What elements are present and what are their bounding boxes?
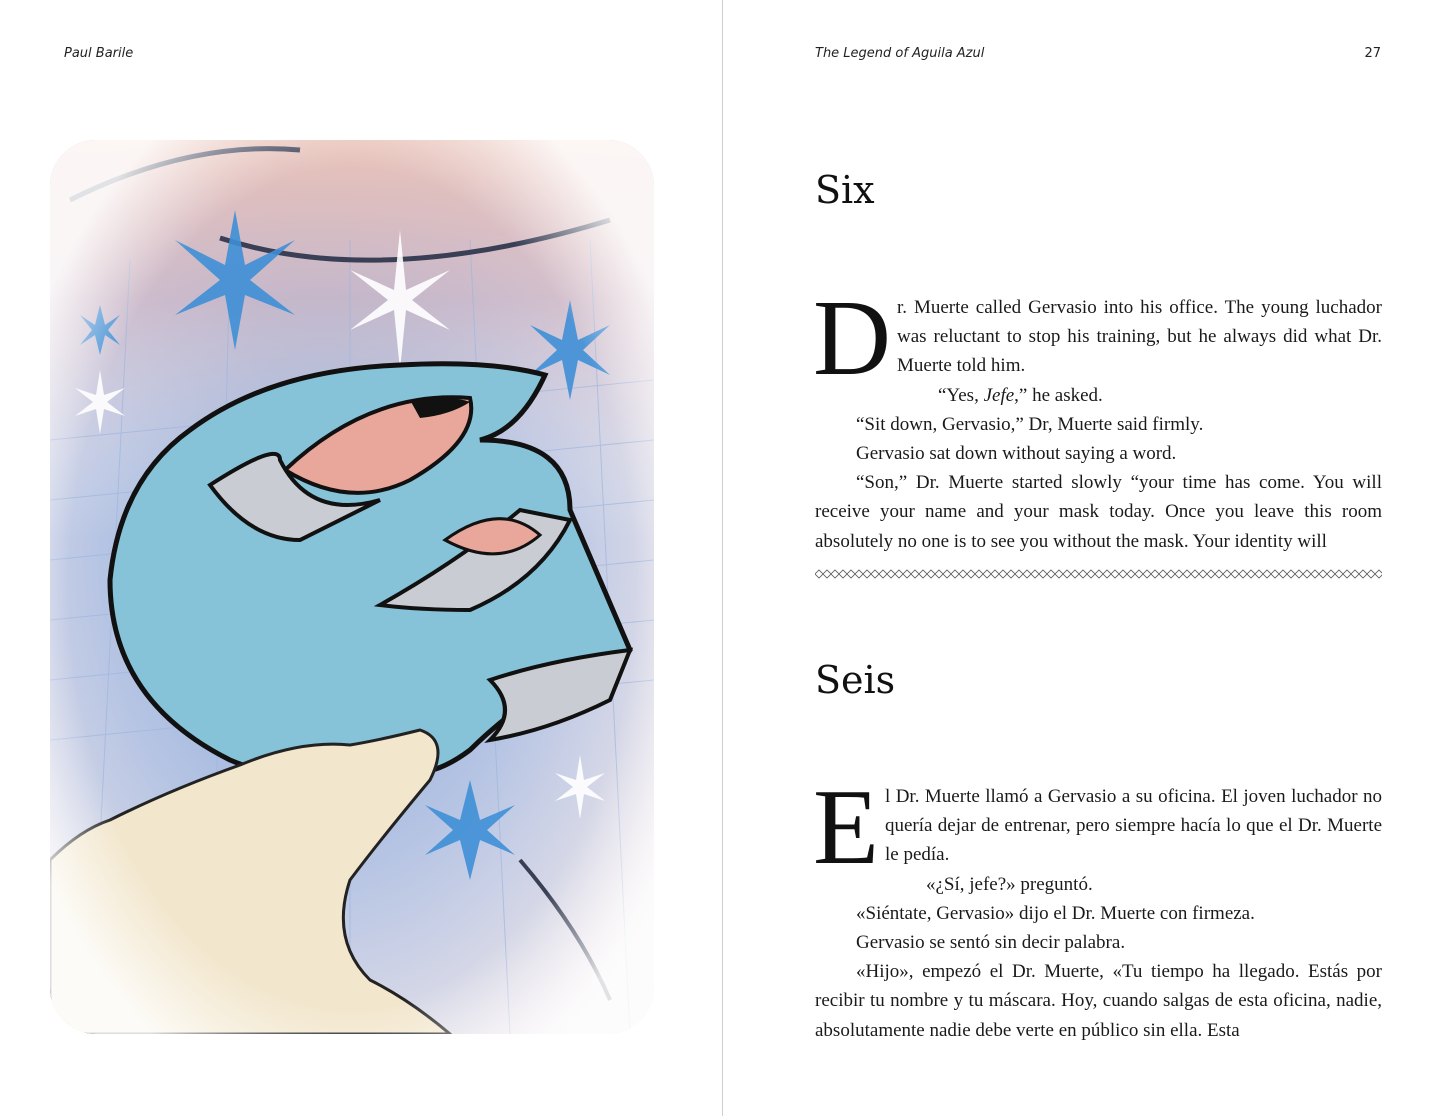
english-paragraph-5: “Son,” Dr. Muerte started slowly “your time has come. You will receive your name and your mask today. Once you leave this room absolutely no one is to see you without the mask. Your identity will <box>815 472 1382 552</box>
spanish-paragraph-4: Gervasio se sentó sin decir palabra. <box>856 932 1126 954</box>
dropcap-english: D <box>813 279 891 398</box>
right-page <box>723 0 1445 1116</box>
english-first-paragraph-text: r. Muerte called Gervasio into his office. The young luchador was reluctant to stop his training, but he always did what Dr. Muerte told him. <box>897 297 1382 377</box>
running-head-title: The Legend of Aguila Azul <box>815 46 985 61</box>
p2-italic-word: Jefe <box>983 384 1015 406</box>
p2-text-start: “Yes, <box>938 384 984 406</box>
dropcap-spanish: E <box>813 768 879 887</box>
page-number: 27 <box>1364 46 1381 61</box>
left-page <box>0 0 722 1116</box>
spanish-paragraph-5: «Hijo», empezó el Dr. Muerte, «Tu tiempo ha llegado. Estás por recibir tu nombre y tu máscara. Hoy, cuando salgas de esta oficina, nadie, absolutamente nadie debe verte en público sin ella. Esta <box>815 961 1382 1041</box>
chapter-title-spanish: Seis <box>815 658 896 702</box>
chapter-title-english: Six <box>815 168 875 212</box>
running-head-author: Paul Barile <box>64 46 134 61</box>
spanish-paragraph-3: «Siéntate, Gervasio» dijo el Dr. Muerte con firmeza. <box>856 902 1255 924</box>
section-divider <box>815 568 1382 580</box>
mask-illustration <box>50 140 654 1034</box>
spanish-first-paragraph-text: l Dr. Muerte llamó a Gervasio a su oficina. El joven luchador no quería dejar de entrenar, pero siempre hacía lo que el Dr. Muerte le pedía. <box>884 786 1382 866</box>
english-paragraph-2 <box>815 381 1382 410</box>
spanish-body <box>813 768 1382 1045</box>
english-paragraph-3: “Sit down, Gervasio,” Dr, Muerte said firmly. <box>856 413 1204 435</box>
p2-text-end: ,” he asked. <box>1014 384 1103 406</box>
spanish-paragraph-2: «¿Sí, jefe?» preguntó. <box>925 873 1093 895</box>
english-paragraph-4: Gervasio sat down without saying a word. <box>856 443 1177 465</box>
english-body <box>813 279 1382 556</box>
